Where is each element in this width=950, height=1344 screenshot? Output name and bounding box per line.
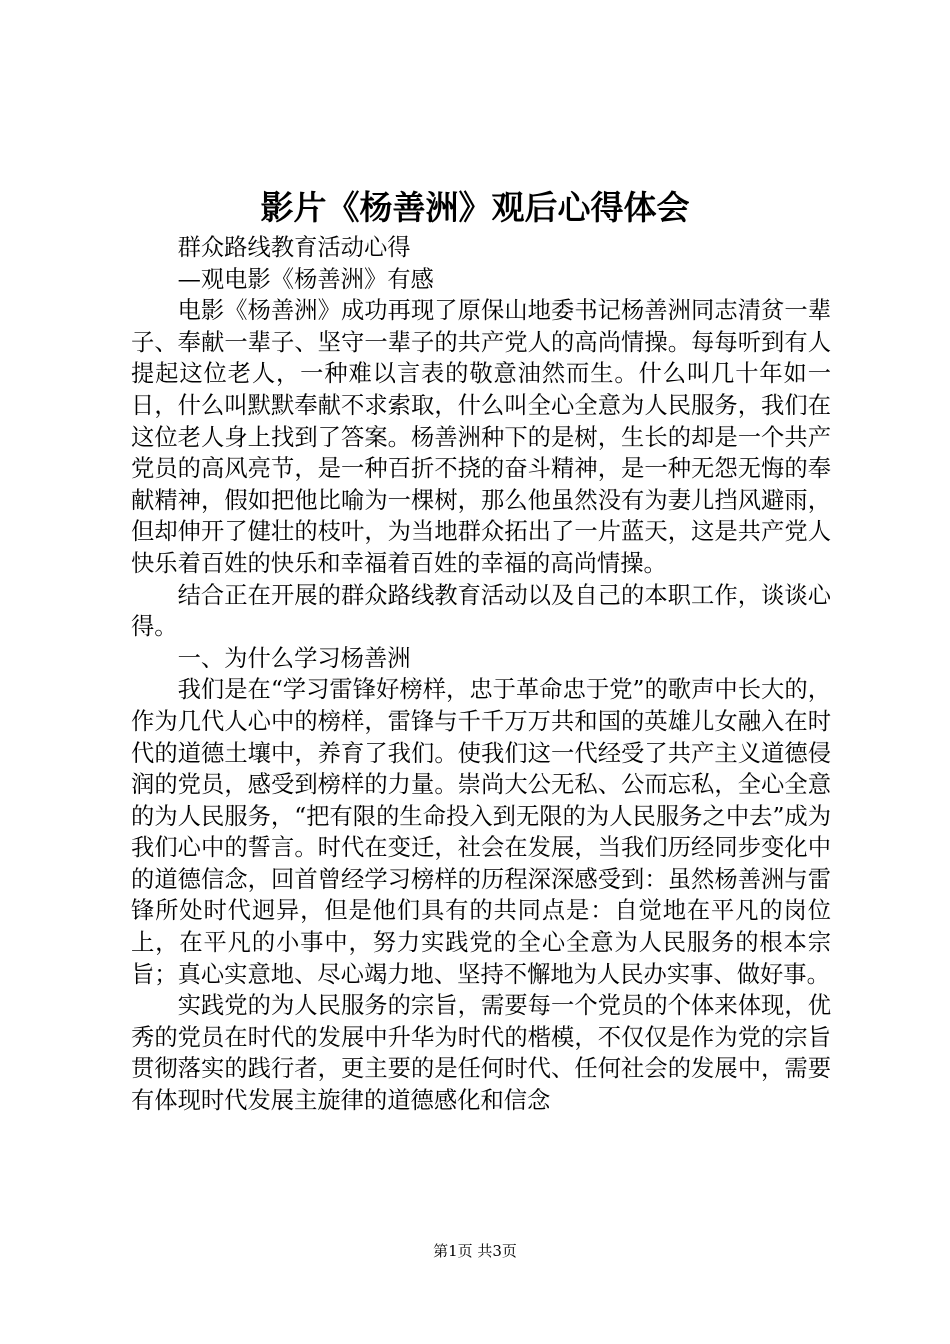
paragraph-context: 结合正在开展的群众路线教育活动以及自己的本职工作，谈谈心得。 [131,581,831,641]
page-footer: 第1页 共3页 [433,1242,517,1260]
section-heading: 一、为什么学习杨善洲 [177,644,411,672]
paragraph-body: 实践党的为人民服务的宗旨，需要每一个党员的个体来体现，优秀的党员在时代的发展中升华为时代的楷模，不仅仅是作为党的宗旨贯彻落实的践行者，更主要的是任何时代、任何社会的发展中，需要有体现时代发展主旋律的道德感化和信念 [131,992,831,1115]
paragraph-subheading: —观电影《杨善洲》有感 [177,265,434,293]
paragraph-intro: 电影《杨善洲》成功再现了原保山地委书记杨善洲同志清贫一辈子、奉献一辈子、坚守一辈子的共产党人的高尚情操。每每听到有人提起这位老人，一种难以言表的敬意油然而生。什么叫几十年如一日，什么叫默默奉献不求索取，什么叫全心全意为人民服务，我们在这位老人身上找到了答案。杨善洲种下的是树，生长的却是一个共产党员的高风亮节，是一种百折不挠的奋斗精神，是一种无怨无悔的奉献精神，假如把他比喻为一棵树，那么他虽然没有为妻儿挡风避雨，但却伸开了健壮的枝叶，为当地群众拓出了一片蓝天，这是共产党人快乐着百姓的快乐和幸福着百姓的幸福的高尚情操。 [131,297,831,577]
paragraph-body: 我们是在“学习雷锋好榜样，忠于革命忠于党”的歌声中长大的，作为几代人心中的榜样，雷锋与千千万万共和国的英雄儿女融入在时代的道德土壤中，养育了我们。使我们这一代经受了共产主义道德侵润的党员，感受到榜样的力量。崇尚大公无私、公而忘私，全心全意的为人民服务，“把有限的生命投入到无限的为人民服务之中去”成为我们心中的誓言。时代在变迁，社会在发展，当我们历经同步变化中的道德信念，回首曾经学习榜样的历程深深感受到：虽然杨善洲与雷锋所处时代迥异，但是他们具有的共同点是：自觉地在平凡的岗位上，在平凡的小事中，努力实践党的全心全意为人民服务的根本宗旨；真心实意地、尽心竭力地、坚持不懈地为人民办实事、做好事。 [131,676,831,988]
document-title: 影片《杨善洲》观后心得体会 [260,188,690,227]
paragraph-subtitle: 群众路线教育活动心得 [177,234,411,261]
document-body [131,232,831,1117]
